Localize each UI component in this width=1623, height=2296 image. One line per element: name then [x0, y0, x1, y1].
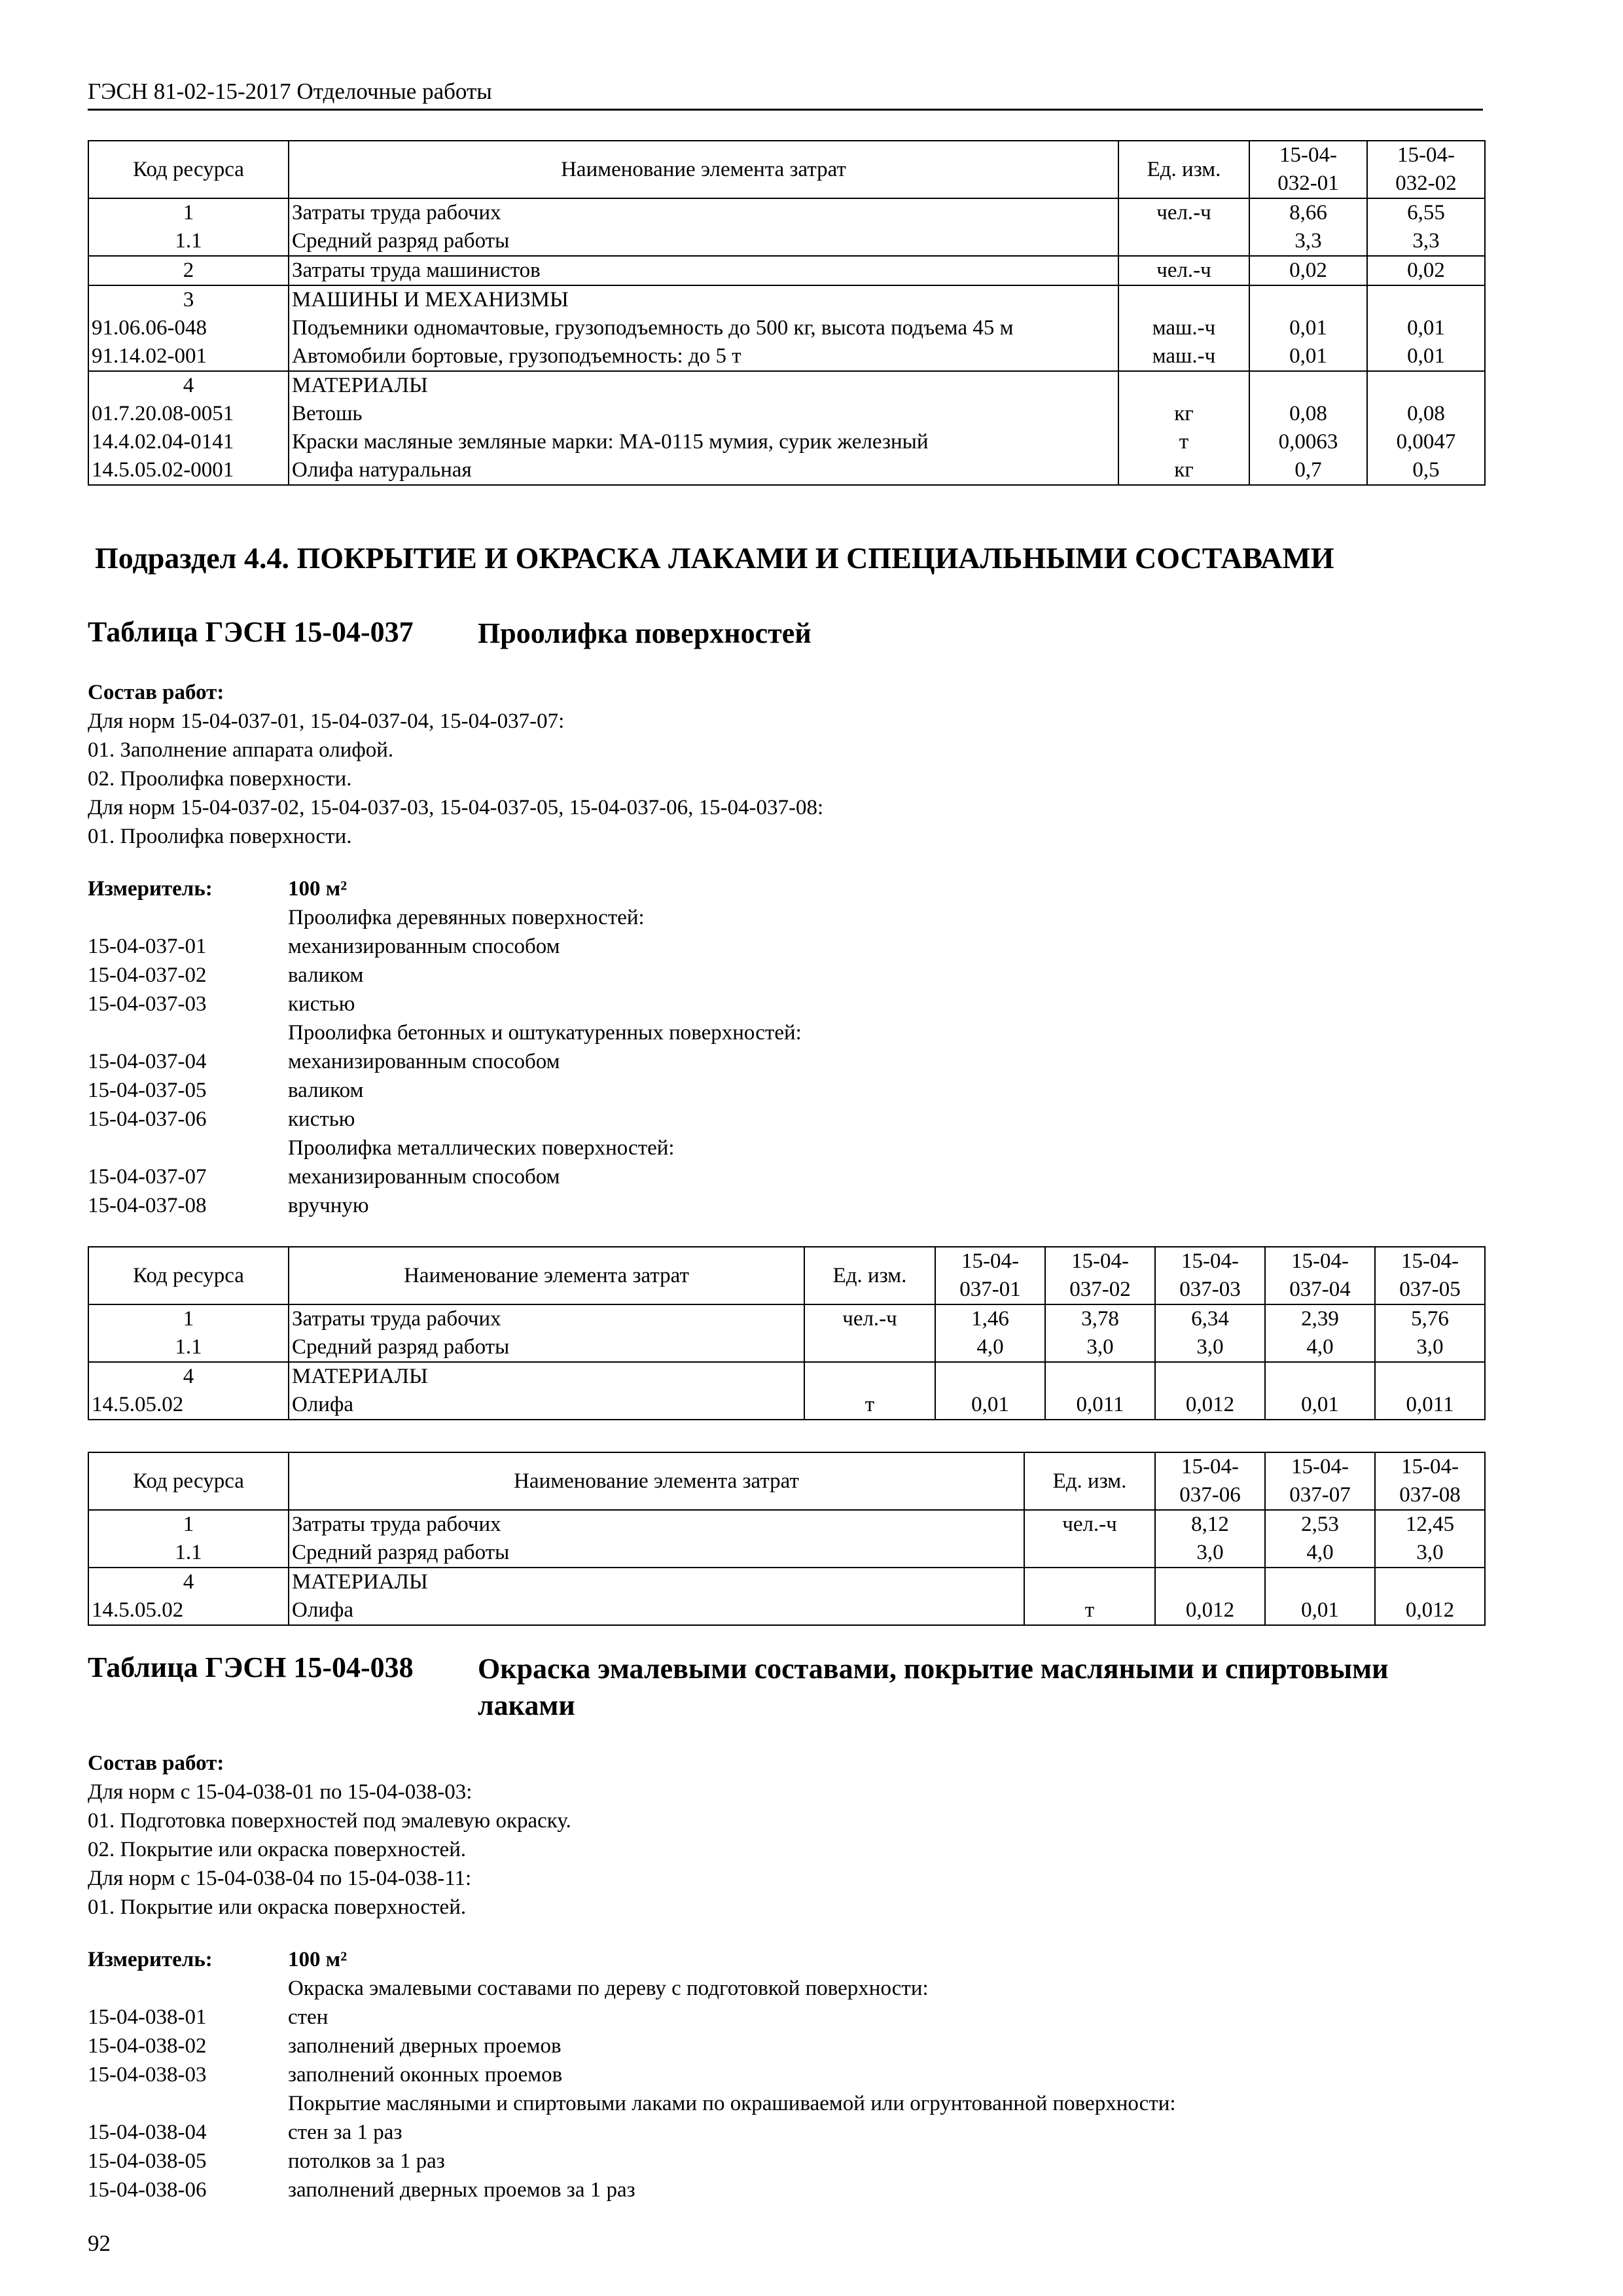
work-composition-038 [88, 1749, 571, 1922]
header-cell: Ед. изм. [1118, 141, 1249, 198]
work-line: Для норм с 15-04-038-01 по 15-04-038-03: [88, 1780, 473, 1804]
cell: 01.7.20.08-0051 [88, 400, 289, 428]
header-cell: Код ресурса [88, 1247, 289, 1304]
meter-label: Измеритель: [88, 1948, 213, 1971]
cell: 6,55 [1367, 198, 1485, 227]
table-row: 1 Затраты труда рабочих чел.-ч 8,12 2,53 12,45 [88, 1510, 1485, 1539]
cell: Средний разряд работы [289, 227, 1118, 256]
list-item: Окраска эмалевыми составами по дереву с подготовкой поверхности: [288, 1977, 929, 2000]
list-item: 15-04-037-03 кистью [88, 992, 355, 1016]
list-item: 15-04-037-01 механизированным способом [88, 935, 560, 958]
table-row [88, 227, 1485, 256]
page-number: 92 [88, 2231, 111, 2256]
cell: 3 [88, 285, 289, 314]
cell: чел.-ч [1118, 256, 1249, 285]
work-label: Состав работ: [88, 1751, 224, 1775]
table-row [88, 285, 1485, 314]
cell: Краски масляные земляные марки: МА-0115 мумия, сурик железный [289, 428, 1118, 456]
work-composition-037 [88, 678, 823, 851]
resource-table-032 [88, 140, 1486, 486]
cell: МАТЕРИАЛЫ [289, 371, 1118, 400]
table-row [88, 400, 1485, 428]
cell: кг [1118, 400, 1249, 428]
cell: 0,7 [1249, 456, 1367, 485]
cell: 0,02 [1367, 256, 1485, 285]
table-row [88, 371, 1485, 400]
cell: чел.-ч [1118, 198, 1249, 227]
table-header-row [88, 141, 1485, 198]
table-row: 14.5.05.02 Олифа т 0,012 0,01 0,012 [88, 1596, 1485, 1625]
section-title: Подраздел 4.4. ПОКРЫТИЕ И ОКРАСКА ЛАКАМИ И СПЕЦИАЛЬНЫМИ СОСТАВАМИ [95, 541, 1334, 575]
cell: 1 [88, 198, 289, 227]
table-header-row [88, 1247, 1485, 1304]
work-line: 02. Покрытие или окраска поверхностей. [88, 1838, 467, 1861]
cell: Подъемники одномачтовые, грузоподъемность до 500 кг, высота подъема 45 м [289, 314, 1118, 342]
list-item: 15-04-037-02 валиком [88, 963, 364, 987]
cell: 0,01 [1367, 314, 1485, 342]
work-line: Для норм 15-04-037-01, 15-04-037-04, 15-04-037-07: [88, 709, 565, 733]
work-line: 01. Покрытие или окраска поверхностей. [88, 1895, 467, 1919]
list-item: 15-04-038-03 заполнений оконных проемов [88, 2063, 563, 2087]
table-row: 1.1 Средний разряд работы 4,0 3,0 3,0 4,0 3,0 [88, 1333, 1485, 1362]
list-item: 15-04-037-06 кистью [88, 1107, 355, 1131]
cell [1118, 285, 1249, 314]
cell: 0,0063 [1249, 428, 1367, 456]
cell: 1.1 [88, 227, 289, 256]
cell [1249, 285, 1367, 314]
list-item: 15-04-037-08 вручную [88, 1194, 369, 1217]
meter-value: 100 м² [288, 877, 348, 901]
work-label: Состав работ: [88, 681, 224, 704]
list-item: 15-04-038-02 заполнений дверных проемов [88, 2034, 562, 2058]
list-item: 15-04-038-05 потолков за 1 раз [88, 2149, 445, 2173]
norms-list-037 [88, 874, 802, 1220]
table-title-037 [88, 615, 1472, 652]
header-cell: 15-04- 037-04 [1265, 1247, 1375, 1304]
header-cell: 15-04- 037-07 [1265, 1452, 1375, 1510]
table-row: 14.5.05.02 Олифа т 0,01 0,011 0,012 0,01 0,011 [88, 1391, 1485, 1420]
work-line: 01. Заполнение аппарата олифой. [88, 738, 394, 762]
cell: 14.5.05.02-0001 [88, 456, 289, 485]
cell: 3,3 [1367, 227, 1485, 256]
table-header-row [88, 1452, 1485, 1510]
cell: кг [1118, 456, 1249, 485]
resource-table-037-a [88, 1246, 1486, 1420]
table-row: 4 МАТЕРИАЛЫ [88, 1362, 1485, 1391]
cell: маш.-ч [1118, 342, 1249, 371]
norms-list-038 [88, 1945, 1176, 2204]
cell [1367, 371, 1485, 400]
work-line: Для норм 15-04-037-02, 15-04-037-03, 15-04-037-05, 15-04-037-06, 15-04-037-08: [88, 796, 824, 819]
table-row: 1 Затраты труда рабочих чел.-ч 1,46 3,78 6,34 2,39 5,76 [88, 1304, 1485, 1333]
cell: 3,3 [1249, 227, 1367, 256]
work-line: 01. Проолифка поверхности. [88, 825, 352, 848]
header-cell: Наименование элемента затрат [289, 1247, 804, 1304]
header-cell: Ед. изм. [1024, 1452, 1155, 1510]
table-row [88, 428, 1485, 456]
work-line: Для норм с 15-04-038-04 по 15-04-038-11: [88, 1867, 472, 1890]
header-cell: 15-04- 037-08 [1375, 1452, 1485, 1510]
cell: 8,66 [1249, 198, 1367, 227]
cell: 0,08 [1367, 400, 1485, 428]
cell: Автомобили бортовые, грузоподъемность: до 5 т [289, 342, 1118, 371]
header-cell: Код ресурса [88, 1452, 289, 1510]
table-row [88, 314, 1485, 342]
cell: 0,02 [1249, 256, 1367, 285]
cell: 0,01 [1249, 342, 1367, 371]
cell: 0,01 [1367, 342, 1485, 371]
list-item: 15-04-038-01 стен [88, 2005, 329, 2029]
cell: 0,01 [1249, 314, 1367, 342]
meter-value: 100 м² [288, 1948, 348, 1971]
cell [1118, 227, 1249, 256]
cell: МАШИНЫ И МЕХАНИЗМЫ [289, 285, 1118, 314]
cell: 14.4.02.04-0141 [88, 428, 289, 456]
cell: Затраты труда машинистов [289, 256, 1118, 285]
list-item: 15-04-037-04 механизированным способом [88, 1050, 560, 1073]
header-cell: 15-04- 037-05 [1375, 1247, 1485, 1304]
work-line: 01. Подготовка поверхностей под эмалевую окраску. [88, 1809, 571, 1833]
cell: маш.-ч [1118, 314, 1249, 342]
list-item: Проолифка бетонных и оштукатуренных поверхностей: [288, 1021, 802, 1045]
header-cell: Наименование элемента затрат [289, 1452, 1024, 1510]
resource-table-037-b [88, 1452, 1486, 1626]
cell: 91.06.06-048 [88, 314, 289, 342]
work-line: 02. Проолифка поверхности. [88, 767, 352, 791]
table-row [88, 256, 1485, 285]
header-cell: 15-04- 032-02 [1367, 141, 1485, 198]
cell [1367, 285, 1485, 314]
header-cell: Наименование элемента затрат [289, 141, 1118, 198]
meter-row [88, 874, 802, 903]
table-row: 4 МАТЕРИАЛЫ [88, 1568, 1485, 1596]
cell: т [1118, 428, 1249, 456]
cell: Ветошь [289, 400, 1118, 428]
table-number: Таблица ГЭСН 15-04-038 [88, 1651, 414, 1683]
list-item: 15-04-038-04 стен за 1 раз [88, 2121, 402, 2144]
table-row [88, 198, 1485, 227]
header-cell: Ед. изм. [804, 1247, 935, 1304]
header-cell: 15-04- 037-03 [1155, 1247, 1265, 1304]
table-title-038 [88, 1651, 1472, 1724]
cell: Затраты труда рабочих [289, 198, 1118, 227]
cell: 4 [88, 371, 289, 400]
list-item: Проолифка деревянных поверхностей: [288, 906, 645, 929]
header-cell: 15-04- 037-01 [935, 1247, 1045, 1304]
table-name: Проолифка поверхностей [478, 617, 812, 649]
table-row: 1.1 Средний разряд работы 3,0 4,0 3,0 [88, 1539, 1485, 1568]
cell: 2 [88, 256, 289, 285]
header-cell: 15-04- 037-06 [1155, 1452, 1265, 1510]
table-row [88, 342, 1485, 371]
header-cell: 15-04- 037-02 [1045, 1247, 1155, 1304]
list-item: 15-04-038-06 заполнений дверных проемов за 1 раз [88, 2178, 635, 2202]
cell: Олифа натуральная [289, 456, 1118, 485]
table-row [88, 456, 1485, 485]
header-cell: Код ресурса [88, 141, 289, 198]
cell [1249, 371, 1367, 400]
meter-row [88, 1945, 1176, 1974]
cell: 0,5 [1367, 456, 1485, 485]
list-item: Покрытие масляными и спиртовыми лаками по окрашиваемой или огрунтованной поверхности: [288, 2092, 1176, 2115]
list-item: 15-04-037-07 механизированным способом [88, 1165, 560, 1189]
running-header: ГЭСН 81-02-15-2017 Отделочные работы [88, 77, 1483, 111]
list-item: 15-04-037-05 валиком [88, 1079, 364, 1102]
meter-label: Измеритель: [88, 877, 213, 901]
table-number: Таблица ГЭСН 15-04-037 [88, 616, 414, 648]
header-cell: 15-04- 032-01 [1249, 141, 1367, 198]
cell: 91.14.02-001 [88, 342, 289, 371]
cell: 0,0047 [1367, 428, 1485, 456]
list-item: Проолифка металлических поверхностей: [288, 1136, 675, 1160]
cell [1118, 371, 1249, 400]
table-name: Окраска эмалевыми составами, покрытие масляными и спиртовыми лаками [478, 1653, 1389, 1721]
cell: 0,08 [1249, 400, 1367, 428]
